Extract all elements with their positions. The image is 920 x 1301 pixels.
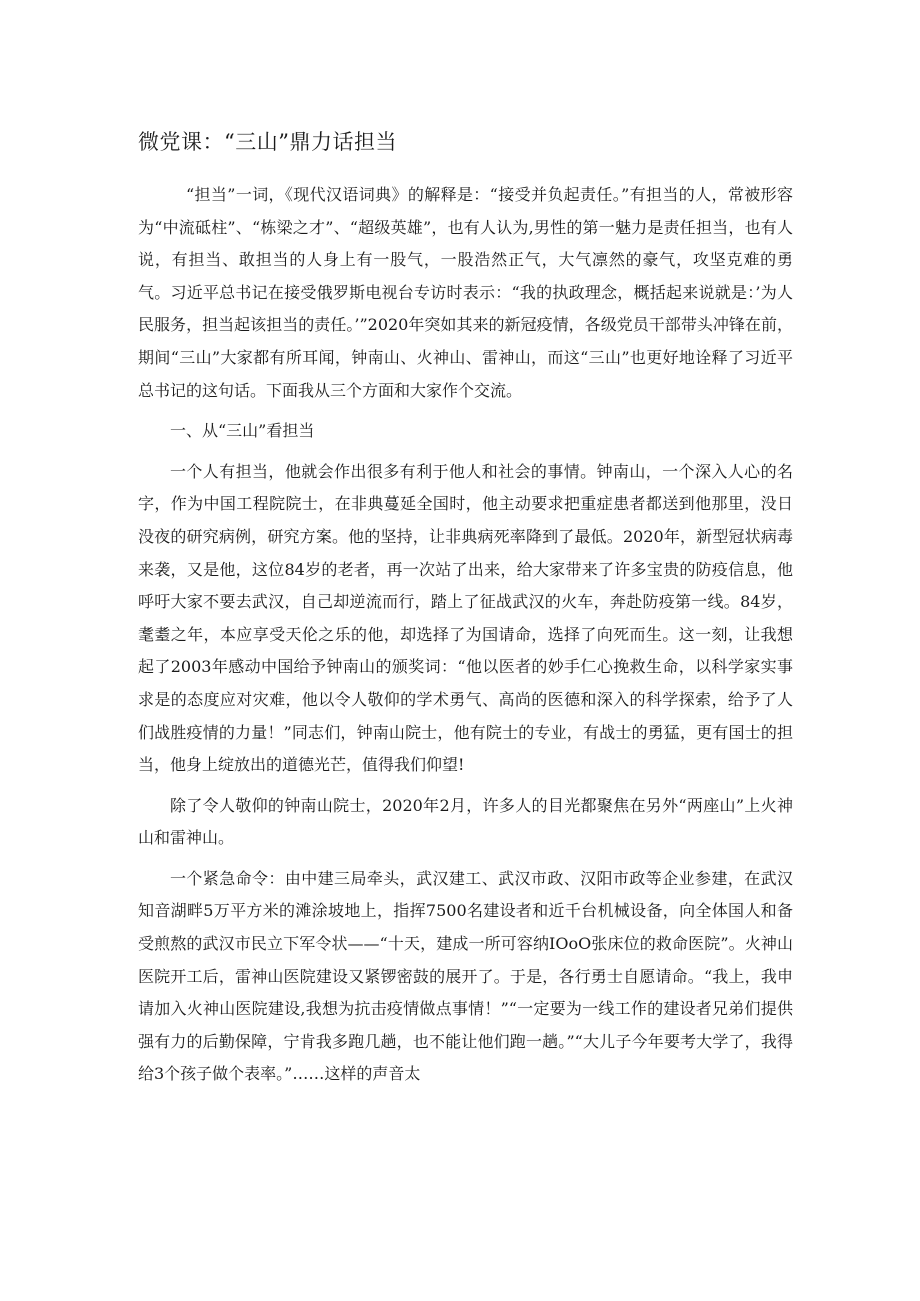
- body-paragraph: 一个人有担当，他就会作出很多有利于他人和社会的事情。钟南山，一个深入人心的名字，作为中国工程院院士，在非典蔓延全国时，他主动要求把重症患者都送到他那里，没日没夜的研究病例，研究方案。他的坚持，让非典病死率降到了最低。2020年，新型冠状病毒来袭，又是他，这位84岁的老者，再一次站了出来，给大家带来了许多宝贵的防疫信息，他呼吁大家不要去武汉，自己却逆流而行，踏上了征战武汉的火车，奔赴防疫第一线。84岁，耄耋之年，本应享受天伦之乐的他，却选择了为国请命，选择了向死而生。这一刻，让我想起了2003年感动中国给予钟南山的颁奖词：“他以医者的妙手仁心挽救生命，以科学家实事求是的态度应对灾难，他以令人敬仰的学术勇气、高尚的医德和深入的科学探索，给予了人们战胜疫情的力量！”同志们，钟南山院士，他有院士的专业，有战士的勇猛，更有国士的担当，他身上绽放出的道德光芒，值得我们仰望!: [138, 461, 793, 775]
- section-heading: 一、从“三山”看担当: [170, 421, 315, 441]
- document-title: 微党课：“三山”鼎力话担当: [138, 130, 397, 154]
- body-paragraph: 除了令人敬仰的钟南山院士，2020年2月，许多人的目光都聚焦在另外“两座山”上火神山和雷神山。: [138, 795, 793, 848]
- body-paragraph: 一个紧急命令：由中建三局牵头，武汉建工、武汉市政、汉阳市政等企业参建，在武汉知音湖畔5万平方米的滩涂坡地上，指挥7500名建设者和近千台机械设备，向全体国人和备受煎熬的武汉市民立下军令状——“十天，建成一所可容纳IOoO张床位的救命医院”。火神山医院开工后，雷神山医院建设又紧锣密鼓的展开了。于是，各行勇士自愿请命。“我上，我申请加入火神山医院建设,我想为抗击疫情做点事情！”“一定要为一线工作的建设者兄弟们提供强有力的后勤保障，宁肯我多跑几趟，也不能让他们跑一趟。”“大儿子今年要考大学了，我得给3个孩子做个表率。”……这样的声音太: [138, 868, 793, 1084]
- intro-paragraph: “担当”一词，《现代汉语词典》的解释是：“接受并负起责任。”有担当的人，常被形容为“中流砥柱”、“栋梁之才”、“超级英雄”，也有人认为,男性的第一魅力是责任担当，也有人说，有担当、敢担当的人身上有一股气，一股浩然正气，大气凛然的豪气，攻坚克难的勇气。习近平总书记在接受俄罗斯电视台专访时表示：“我的执政理念，概括起来说就是：’为人民服务，担当起该担当的责任。’”2020年突如其来的新冠疫情，各级党员干部带头冲锋在前，期间“三山”大家都有所耳闻，钟南山、火神山、雷神山，而这“三山”也更好地诠释了习近平总书记的这句话。下面我从三个方面和大家作个交流。: [138, 185, 793, 400]
- document-page: [138, 127, 793, 1099]
